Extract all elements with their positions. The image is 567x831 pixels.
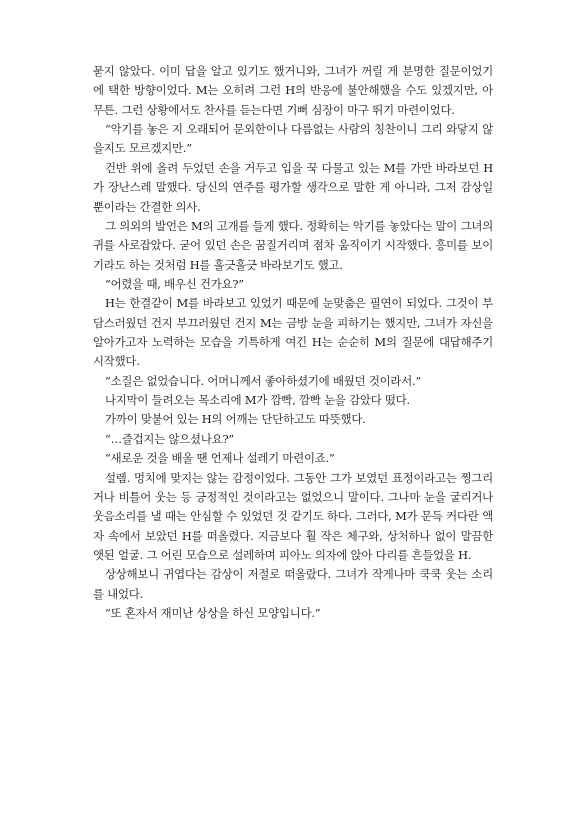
- paragraph: 나지막이 들려오는 목소리에 M가 깜빡, 깜빡 눈을 감았다 떴다.: [105, 393, 410, 408]
- dialogue-line: “또 혼자서 재미난 상상을 하신 모양입니다.”: [105, 606, 321, 621]
- paragraph: H는 한결같이 M를 바라보고 있었기 때문에 눈맞춤은 필연이 되었다. 그것이 부담스러웠던 건지 부끄러웠던 건지 M는 금방 눈을 피하기는 했지만, 그녀가 자신을 알아가고자 노력하는 모습을 기특하게 여긴 H는 순순히 M의 질문에 대답해주기 시작했다.: [93, 296, 493, 369]
- dialogue-line: “악기를 놓은 지 오래되어 문외한이나 다름없는 사람의 칭찬이니 그리 와닿지 않을지도 모르겠지만.”: [93, 122, 493, 156]
- dialogue-line: “…즐겁지는 않으셨나요?”: [105, 431, 234, 446]
- dialogue-line: “어렸을 때, 배우신 건가요?”: [105, 276, 244, 291]
- body-text: [93, 62, 493, 623]
- paragraph: 건반 위에 올려 두었던 손을 거두고 입을 꾹 다물고 있는 M를 가만 바라보던 H가 장난스레 말했다. 당신의 연주를 평가할 생각으로 말한 게 아니라, 그저 감상일 뿐이라는 간결한 의사.: [93, 160, 493, 214]
- dialogue-line: “소질은 없었습니다. 어머니께서 좋아하셨기에 배웠던 것이라서.”: [105, 373, 422, 388]
- paragraph: 설렘. 멍치에 맞지는 않는 감정이었다. 그동안 그가 보였던 표정이라고는 찡그리거나 비틀어 웃는 등 긍정적인 것이라고는 없었으니 말이다. 그나마 눈을 굴리거나 웃음소리를 낼 때는 안심할 수 있었던 것 같기도 하다. 그러다, M가 문득 커다란 액자 속에서 보았던 H를 떠올렸다. 지금보다 훨 작은 체구와, 상처하나 없이 말끔한 앳된 얼굴. 그 어린 모습으로 설레하며 피아노 의자에 앉아 다리를 흔들었을 H.: [93, 470, 493, 562]
- paragraph: 가까이 맞붙어 있는 H의 어깨는 단단하고도 따뜻했다.: [105, 412, 366, 427]
- dialogue-line: “새로운 것을 배울 땐 언제나 설레기 마련이죠.”: [105, 451, 335, 466]
- paragraph: 묻지 않았다. 이미 답을 알고 있기도 했거니와, 그녀가 꺼릴 게 분명한 질문이었기에 택한 방향이었다. M는 오히려 그런 H의 반응에 불안해했을 수도 있겠지만, 아무튼. 그런 상황에서도 찬사를 듣는다면 기뻐 심장이 마구 뛰기 마련이었다.: [93, 64, 493, 117]
- paragraph: 그 의외의 발언은 M의 고개를 들게 했다. 정확히는 악기를 놓았다는 말이 그녀의 귀를 사로잡았다. 굳어 있던 손은 꿈질거리며 점차 움직이기 시작했다. 흥미를 보이기라도 하는 것처럼 H를 흘긋흘긋 바라보기도 했고.: [93, 218, 493, 272]
- paragraph: 상상해보니 귀엽다는 감상이 저절로 떠올랐다. 그녀가 작게나마 쿡쿡 웃는 소리를 내었다.: [93, 567, 493, 601]
